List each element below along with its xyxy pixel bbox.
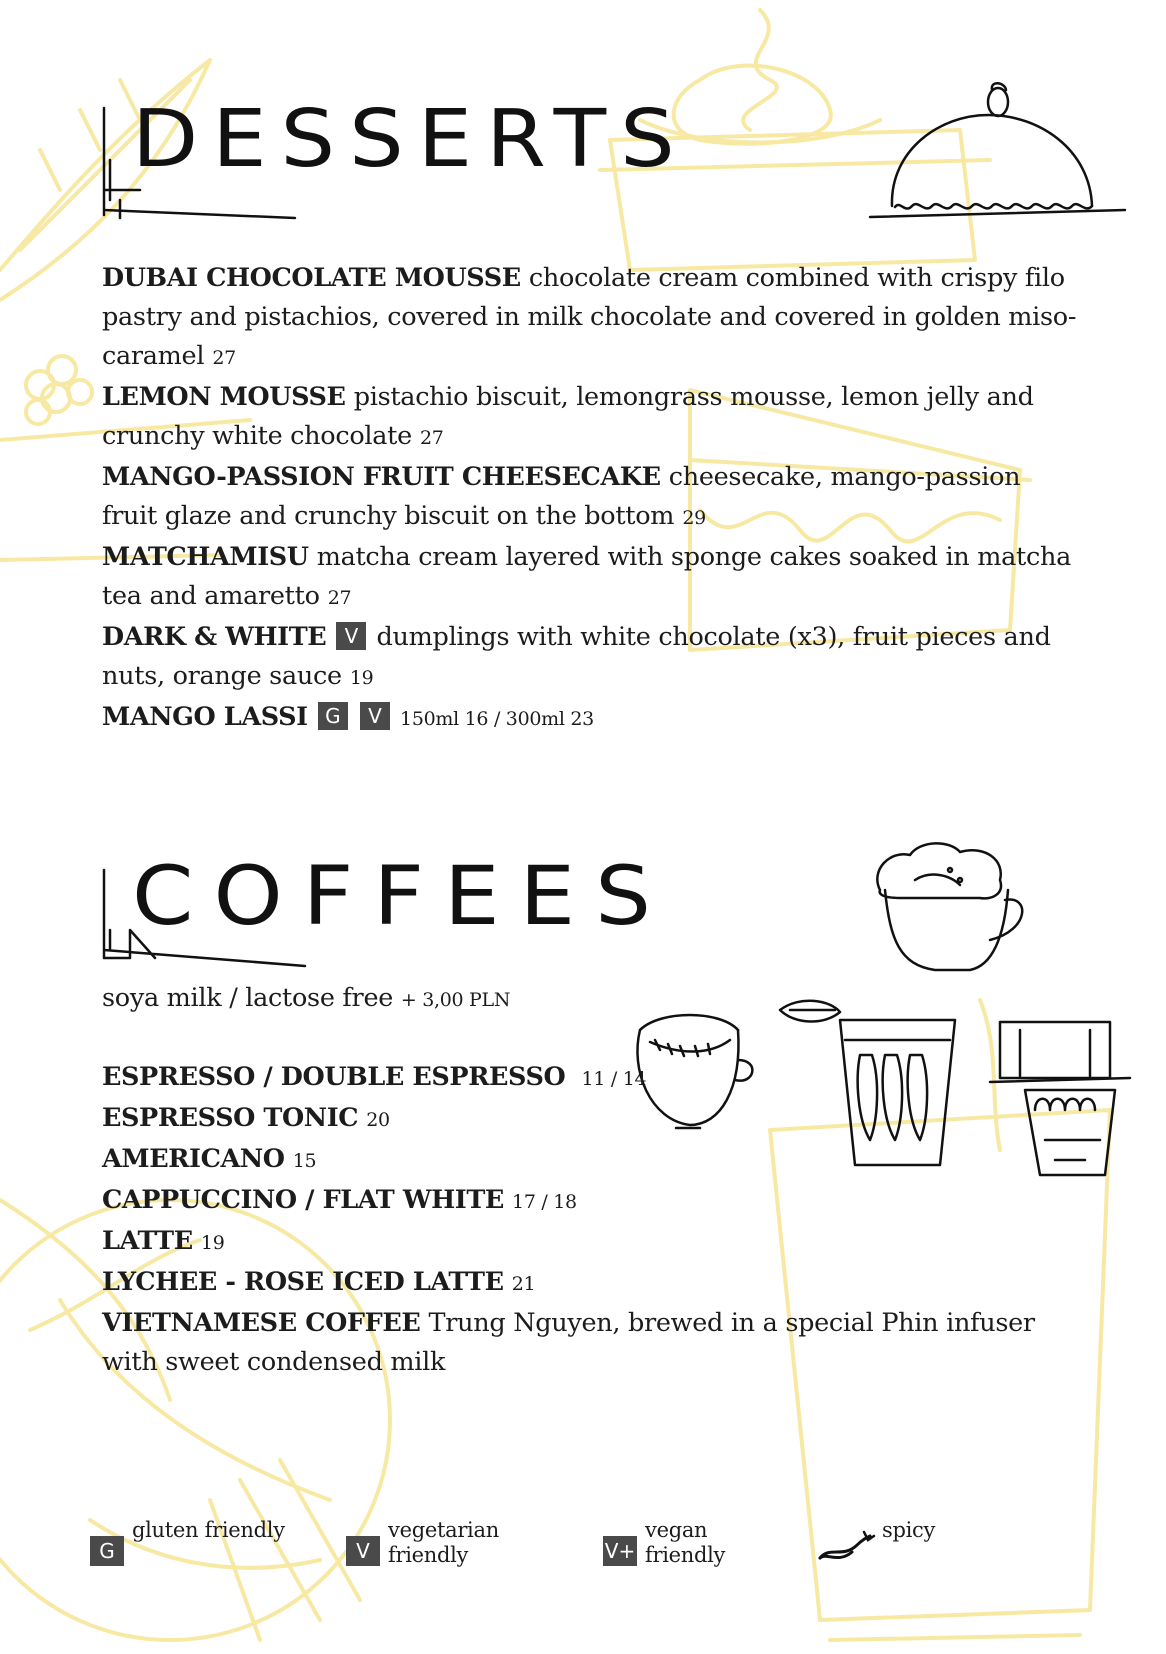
list-item (102, 1263, 1062, 1304)
item-name: ESPRESSO TONIC (102, 1103, 359, 1133)
item-description: pistachio biscuit, lemongrass mousse, lemon jelly and crunchy white chocolate (102, 382, 1034, 451)
item-description: Trung Nguyen, brewed in a special Phin infuser with sweet condensed milk (102, 1308, 1035, 1377)
milk-note-text: soya milk / lactose free (102, 983, 394, 1013)
list-item (102, 1304, 1062, 1382)
item-price: 20 (366, 1109, 390, 1131)
list-item (102, 1222, 1062, 1263)
list-item (102, 259, 1082, 378)
list-item (102, 538, 1082, 618)
item-price: 11 / 14 (581, 1068, 647, 1090)
list-item (102, 1181, 1062, 1222)
item-name: MANGO LASSI (102, 702, 308, 732)
milk-note (102, 983, 510, 1013)
page-title: DESSERTS (132, 93, 689, 186)
item-description: dumplings with white chocolate (x3), fruit pieces and nuts, orange sauce (102, 622, 1051, 691)
item-name: ESPRESSO / DOUBLE ESPRESSO (102, 1062, 566, 1092)
legend-label: vegetarian friendly (388, 1518, 499, 1567)
list-item (102, 618, 1082, 698)
vegetarian-badge: V (360, 702, 390, 730)
item-price: 27 (419, 427, 444, 449)
item-description: matcha cream layered with sponge cakes soaked in matcha tea and amaretto (102, 542, 1071, 611)
vegetarian-badge: V (346, 1536, 380, 1566)
desserts-list (102, 259, 1082, 739)
milk-note-price: + 3,00 PLN (400, 989, 511, 1011)
legend-vegetarian (346, 1518, 499, 1568)
chili-pepper-icon (816, 1528, 876, 1564)
item-price: 19 (200, 1232, 225, 1254)
item-price: 21 (511, 1273, 536, 1295)
legend-label: gluten friendly (132, 1518, 285, 1542)
item-name: LEMON MOUSSE (102, 382, 346, 412)
legend-label: spicy (882, 1518, 936, 1542)
item-name: CAPPUCCINO / FLAT WHITE (102, 1185, 504, 1215)
list-item (102, 1099, 1062, 1140)
cloche-icon (870, 83, 1125, 217)
section-title: COFFEES (132, 848, 672, 944)
legend-gluten (90, 1518, 285, 1566)
item-price: 29 (682, 507, 706, 529)
item-name: MANGO-PASSION FRUIT CHEESECAKE (102, 462, 661, 492)
vegan-badge: V+ (603, 1536, 637, 1566)
item-price: 27 (212, 347, 236, 369)
item-name: LYCHEE - ROSE ICED LATTE (102, 1267, 504, 1297)
list-item (102, 1058, 1062, 1099)
gluten-badge: G (90, 1536, 124, 1566)
item-name: AMERICANO (102, 1144, 285, 1174)
item-price: 27 (327, 587, 352, 609)
list-item (102, 378, 1082, 458)
item-price: 19 (349, 667, 374, 689)
list-item (102, 698, 1082, 739)
item-name: DUBAI CHOCOLATE MOUSSE (102, 263, 521, 293)
item-price: 150ml 16 / 300ml 23 (400, 708, 594, 730)
gluten-badge: G (318, 702, 348, 730)
item-description: chocolate cream combined with crispy filo pastry and pistachios, covered in milk chocolate and covered in golden miso-caramel (102, 263, 1077, 371)
legend-spicy (816, 1518, 935, 1564)
list-item (102, 458, 1082, 538)
item-name: DARK & WHITE (102, 622, 327, 652)
item-name: VIETNAMESE COFFEE (102, 1308, 421, 1338)
coffees-list (102, 1058, 1062, 1382)
item-price: 17 / 18 (512, 1191, 577, 1213)
legend-label: vegan friendly (645, 1518, 726, 1567)
item-name: MATCHAMISU (102, 542, 309, 572)
item-name: LATTE (102, 1226, 193, 1256)
legend-vegan (603, 1518, 725, 1568)
item-price: 15 (292, 1150, 317, 1172)
list-item (102, 1140, 1062, 1181)
vegetarian-badge: V (336, 622, 366, 650)
cappuccino-cup-icon (877, 843, 1022, 970)
item-description: cheesecake, mango-passion fruit glaze and crunchy biscuit on the bottom (102, 462, 1021, 531)
